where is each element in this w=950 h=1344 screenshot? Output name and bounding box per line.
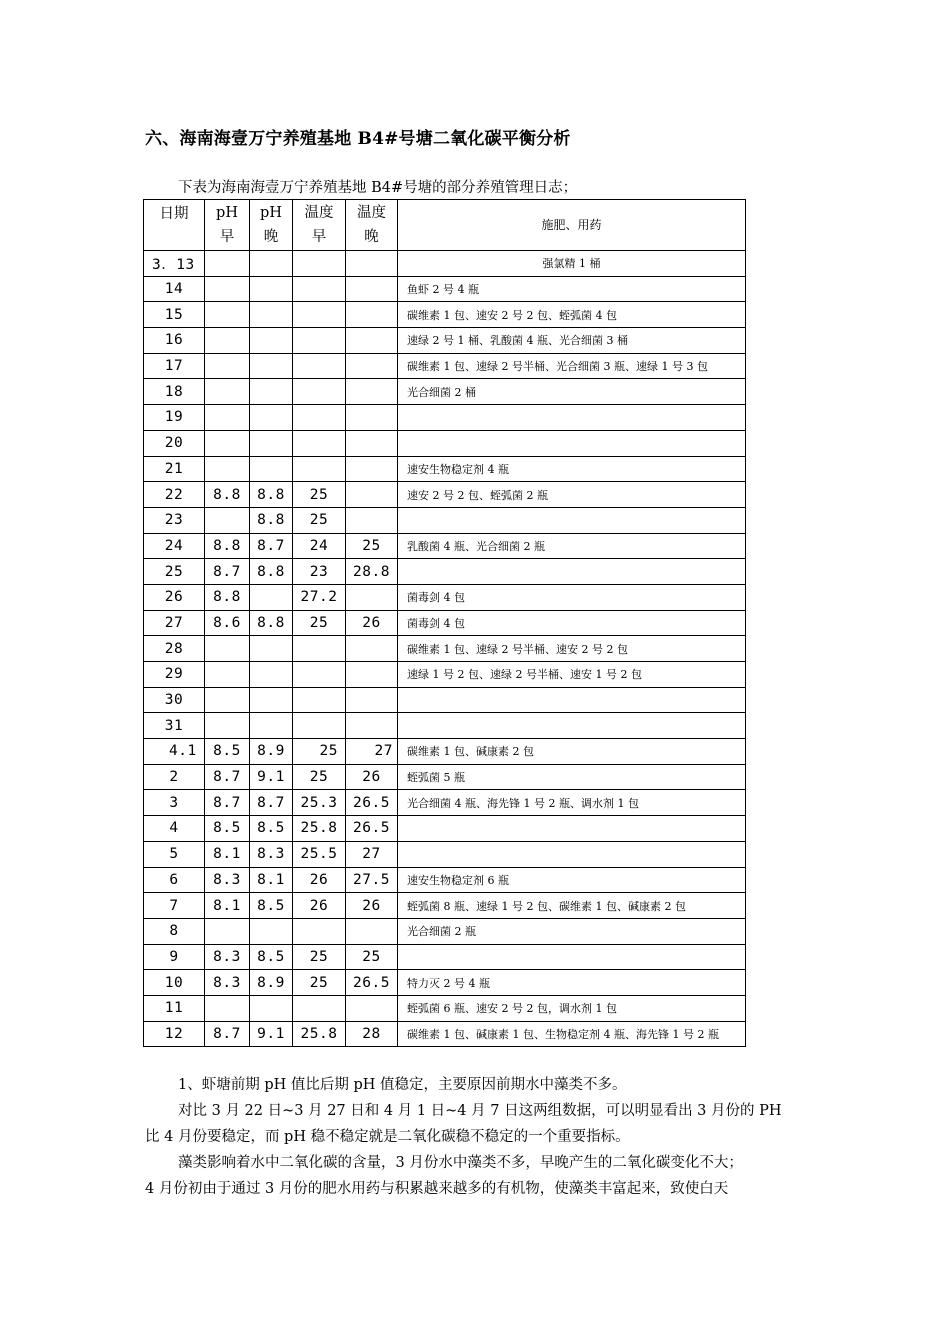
table-row	[144, 687, 746, 713]
cell-temp-evening	[346, 507, 398, 533]
cell-ph-evening	[250, 430, 293, 456]
cell-temp-morning	[293, 918, 346, 944]
table-row	[144, 405, 746, 431]
cell-ph-evening	[250, 995, 293, 1021]
cell-ph-morning	[205, 328, 250, 354]
cell-ph-evening: 8.8	[250, 507, 293, 533]
header-date: 日期	[144, 200, 205, 251]
cell-ph-evening	[250, 328, 293, 354]
cell-ph-evening: 8.3	[250, 841, 293, 867]
cell-ph-evening	[250, 636, 293, 662]
paragraph-3-line-1: 藻类影响着水中二氧化碳的含量，3 月份水中藻类不多，早晚产生的二氧化碳变化不大；	[178, 1155, 743, 1171]
cell-remark: 乳酸菌 4 瓶、光合细菌 2 瓶	[398, 533, 746, 559]
cell-ph-morning: 8.8	[205, 482, 250, 508]
paragraph-3	[145, 1150, 805, 1202]
cell-temp-evening	[346, 302, 398, 328]
table-row	[144, 1021, 746, 1047]
cell-date: 29	[144, 662, 205, 688]
cell-temp-morning: 24	[293, 533, 346, 559]
table-row	[144, 970, 746, 996]
cell-temp-evening: 26.5	[346, 790, 398, 816]
cell-temp-morning	[293, 276, 346, 302]
cell-date: 4	[144, 816, 205, 842]
paragraph-2-line-2: 比 4 月份要稳定，而 pH 稳不稳定就是二氧化碳稳不稳定的一个重要指标。	[145, 1129, 630, 1145]
cell-temp-morning	[293, 405, 346, 431]
cell-remark	[398, 507, 746, 533]
cell-date: 18	[144, 379, 205, 405]
cell-ph-morning	[205, 456, 250, 482]
cell-temp-morning: 25.5	[293, 841, 346, 867]
paragraph-3-line-2: 4 月份初由于通过 3 月份的肥水用药与积累越来越多的有机物，使藻类丰富起来，致使白天	[145, 1181, 729, 1197]
cell-ph-evening: 9.1	[250, 764, 293, 790]
cell-date: 19	[144, 405, 205, 431]
cell-ph-evening: 8.8	[250, 610, 293, 636]
table-row	[144, 739, 746, 765]
table-header-row	[144, 200, 746, 251]
table-row	[144, 328, 746, 354]
header-ph-evening: pH 晚	[250, 200, 293, 251]
cell-date: 5	[144, 841, 205, 867]
cell-ph-morning: 8.7	[205, 790, 250, 816]
cell-temp-evening	[346, 251, 398, 277]
cell-ph-morning: 8.1	[205, 893, 250, 919]
cell-date: 21	[144, 456, 205, 482]
cell-temp-morning	[293, 456, 346, 482]
cell-remark	[398, 687, 746, 713]
cell-temp-morning: 26	[293, 867, 346, 893]
cell-remark	[398, 816, 746, 842]
cell-remark	[398, 405, 746, 431]
cell-remark	[398, 713, 746, 739]
cell-date: 17	[144, 353, 205, 379]
cell-remark: 特力灭 2 号 4 瓶	[398, 970, 746, 996]
table-row	[144, 276, 746, 302]
table-row	[144, 533, 746, 559]
cell-temp-evening	[346, 713, 398, 739]
cell-ph-evening: 8.5	[250, 893, 293, 919]
cell-ph-evening	[250, 584, 293, 610]
table-row	[144, 918, 746, 944]
cell-ph-evening	[250, 918, 293, 944]
cell-remark: 碳维素 1 包、速绿 2 号半桶、速安 2 号 2 包	[398, 636, 746, 662]
cell-temp-evening	[346, 687, 398, 713]
table-row	[144, 559, 746, 585]
cell-temp-morning: 25	[293, 739, 346, 765]
cell-ph-morning	[205, 507, 250, 533]
cell-temp-evening: 25	[346, 944, 398, 970]
cell-ph-morning: 8.3	[205, 944, 250, 970]
header-ph-morning: pH 早	[205, 200, 250, 251]
paragraph-2-line-1: 对比 3 月 22 日~3 月 27 日和 4 月 1 日~4 月 7 日这两组数据，可以明显看出 3 月份的 PH	[178, 1103, 782, 1119]
table-row	[144, 584, 746, 610]
cell-remark: 蛭弧菌 6 瓶、速安 2 号 2 包，调水剂 1 包	[398, 995, 746, 1021]
cell-temp-evening: 26.5	[346, 970, 398, 996]
cell-remark	[398, 944, 746, 970]
header-temp-morning: 温度 早	[293, 200, 346, 251]
cell-temp-evening: 27	[346, 739, 398, 765]
cell-temp-morning	[293, 379, 346, 405]
cell-ph-evening: 8.5	[250, 816, 293, 842]
cell-temp-morning	[293, 636, 346, 662]
cell-remark: 蛭弧菌 8 瓶、速绿 1 号 2 包、碳维素 1 包、碱康素 2 包	[398, 893, 746, 919]
header-remark: 施肥、用药	[398, 200, 746, 251]
cell-date: 10	[144, 970, 205, 996]
cell-date: 31	[144, 713, 205, 739]
table-row	[144, 867, 746, 893]
cell-remark: 强氯精 1 桶	[398, 251, 746, 277]
cell-ph-evening: 8.5	[250, 944, 293, 970]
cell-temp-morning: 25	[293, 764, 346, 790]
cell-remark: 碳维素 1 包、碱康素 2 包	[398, 739, 746, 765]
paragraph-1	[145, 1072, 805, 1098]
cell-remark: 碳维素 1 包、速安 2 号 2 包、蛭弧菌 4 包	[398, 302, 746, 328]
table-row	[144, 456, 746, 482]
cell-ph-evening: 8.8	[250, 482, 293, 508]
cell-ph-morning	[205, 662, 250, 688]
cell-temp-morning: 25.8	[293, 1021, 346, 1047]
cell-remark: 光合细菌 2 瓶	[398, 918, 746, 944]
cell-remark	[398, 841, 746, 867]
table-row	[144, 893, 746, 919]
table-row	[144, 764, 746, 790]
cell-temp-morning	[293, 713, 346, 739]
cell-temp-evening: 26	[346, 764, 398, 790]
table-row	[144, 790, 746, 816]
cell-remark: 碳维素 1 包、碱康素 1 包、生物稳定剂 4 瓶、海先锋 1 号 2 瓶	[398, 1021, 746, 1047]
table-row	[144, 251, 746, 277]
cell-temp-evening: 26	[346, 893, 398, 919]
cell-ph-morning	[205, 276, 250, 302]
table-row	[144, 430, 746, 456]
cell-ph-morning: 8.5	[205, 816, 250, 842]
cell-ph-morning: 8.6	[205, 610, 250, 636]
cell-remark: 碳维素 1 包、速绿 2 号半桶、光合细菌 3 瓶、速绿 1 号 3 包	[398, 353, 746, 379]
cell-temp-evening	[346, 379, 398, 405]
cell-date: 12	[144, 1021, 205, 1047]
cell-ph-morning: 8.5	[205, 739, 250, 765]
cell-remark: 鱼虾 2 号 4 瓶	[398, 276, 746, 302]
table-row	[144, 713, 746, 739]
cell-date: 4.1	[144, 739, 205, 765]
cell-temp-evening	[346, 430, 398, 456]
cell-temp-morning	[293, 302, 346, 328]
cell-ph-evening	[250, 353, 293, 379]
cell-ph-morning	[205, 918, 250, 944]
cell-ph-morning: 8.7	[205, 559, 250, 585]
cell-temp-evening: 28.8	[346, 559, 398, 585]
cell-temp-evening: 27	[346, 841, 398, 867]
cell-ph-morning	[205, 302, 250, 328]
cell-temp-morning: 25	[293, 610, 346, 636]
cell-remark: 速安 2 号 2 包、蛭弧菌 2 瓶	[398, 482, 746, 508]
cell-temp-morning	[293, 251, 346, 277]
cell-ph-morning: 8.3	[205, 970, 250, 996]
cell-temp-morning: 26	[293, 893, 346, 919]
cell-ph-evening: 8.1	[250, 867, 293, 893]
cell-ph-morning: 8.7	[205, 764, 250, 790]
paragraph-2	[145, 1098, 805, 1150]
table-row	[144, 995, 746, 1021]
cell-temp-morning: 25	[293, 507, 346, 533]
cell-temp-morning	[293, 687, 346, 713]
table-row	[144, 944, 746, 970]
cell-ph-evening: 8.9	[250, 970, 293, 996]
cell-temp-evening	[346, 405, 398, 431]
cell-remark: 光合细菌 2 桶	[398, 379, 746, 405]
cell-date: 27	[144, 610, 205, 636]
cell-ph-evening	[250, 276, 293, 302]
cell-temp-evening: 28	[346, 1021, 398, 1047]
cell-ph-evening: 8.7	[250, 533, 293, 559]
cell-temp-evening	[346, 584, 398, 610]
cell-ph-evening	[250, 662, 293, 688]
cell-temp-evening	[346, 482, 398, 508]
cell-temp-morning: 25	[293, 970, 346, 996]
cell-date: 15	[144, 302, 205, 328]
table-row	[144, 816, 746, 842]
section-heading: 六、海南海壹万宁养殖基地 B4#号塘二氧化碳平衡分析	[145, 129, 571, 149]
header-temp-evening: 温度 晚	[346, 200, 398, 251]
table-row	[144, 662, 746, 688]
cell-date: 11	[144, 995, 205, 1021]
cell-date: 9	[144, 944, 205, 970]
cell-remark: 速绿 2 号 1 桶、乳酸菌 4 瓶、光合细菌 3 桶	[398, 328, 746, 354]
paragraph-1-text: 1、虾塘前期 pH 值比后期 pH 值稳定，主要原因前期水中藻类不多。	[178, 1077, 627, 1093]
cell-ph-morning: 8.1	[205, 841, 250, 867]
cell-ph-morning: 8.3	[205, 867, 250, 893]
cell-temp-evening: 27.5	[346, 867, 398, 893]
cell-ph-evening	[250, 251, 293, 277]
cell-ph-morning: 8.8	[205, 584, 250, 610]
cell-temp-evening: 26.5	[346, 816, 398, 842]
cell-date: 6	[144, 867, 205, 893]
cell-ph-morning	[205, 995, 250, 1021]
cell-ph-evening: 8.8	[250, 559, 293, 585]
cell-temp-morning: 25	[293, 482, 346, 508]
cell-temp-morning	[293, 430, 346, 456]
cell-date: 3	[144, 790, 205, 816]
cell-ph-morning: 8.7	[205, 1021, 250, 1047]
cell-remark	[398, 559, 746, 585]
cell-remark: 菌毒剑 4 包	[398, 610, 746, 636]
table-row	[144, 507, 746, 533]
table-row	[144, 379, 746, 405]
cell-temp-evening	[346, 328, 398, 354]
cell-ph-morning	[205, 687, 250, 713]
cell-temp-morning	[293, 328, 346, 354]
cell-ph-evening	[250, 405, 293, 431]
cell-date: 8	[144, 918, 205, 944]
cell-ph-morning	[205, 405, 250, 431]
cell-temp-evening	[346, 353, 398, 379]
cell-date: 14	[144, 276, 205, 302]
cell-temp-evening	[346, 662, 398, 688]
cell-date: 2	[144, 764, 205, 790]
table-body	[144, 251, 746, 1047]
cell-ph-evening: 8.9	[250, 739, 293, 765]
cell-ph-morning	[205, 379, 250, 405]
cell-ph-morning	[205, 636, 250, 662]
cell-remark	[398, 430, 746, 456]
cell-date: 26	[144, 584, 205, 610]
cell-temp-morning	[293, 353, 346, 379]
cell-date: 25	[144, 559, 205, 585]
cell-temp-evening: 26	[346, 610, 398, 636]
cell-ph-morning	[205, 713, 250, 739]
cell-temp-evening: 25	[346, 533, 398, 559]
cell-ph-evening: 9.1	[250, 1021, 293, 1047]
cell-temp-morning: 23	[293, 559, 346, 585]
cell-date: 7	[144, 893, 205, 919]
table-row	[144, 482, 746, 508]
cell-ph-morning	[205, 353, 250, 379]
cell-temp-morning: 25.8	[293, 816, 346, 842]
cell-remark: 菌毒剑 4 包	[398, 584, 746, 610]
cell-ph-evening	[250, 379, 293, 405]
cell-date: 22	[144, 482, 205, 508]
cell-ph-morning: 8.8	[205, 533, 250, 559]
cell-temp-evening	[346, 636, 398, 662]
cell-remark: 速安生物稳定剂 6 瓶	[398, 867, 746, 893]
cell-temp-morning: 27.2	[293, 584, 346, 610]
cell-remark: 速绿 1 号 2 包、速绿 2 号半桶、速安 1 号 2 包	[398, 662, 746, 688]
cell-date: 23	[144, 507, 205, 533]
table-row	[144, 610, 746, 636]
cell-ph-evening: 8.7	[250, 790, 293, 816]
cell-date: 24	[144, 533, 205, 559]
cell-temp-morning: 25.3	[293, 790, 346, 816]
cell-ph-evening	[250, 713, 293, 739]
cell-temp-morning: 25	[293, 944, 346, 970]
table-row	[144, 841, 746, 867]
cell-remark: 速安生物稳定剂 4 瓶	[398, 456, 746, 482]
cell-temp-evening	[346, 995, 398, 1021]
cell-ph-morning	[205, 251, 250, 277]
cell-date: 30	[144, 687, 205, 713]
cell-temp-evening	[346, 276, 398, 302]
intro-text: 下表为海南海壹万宁养殖基地 B4#号塘的部分养殖管理日志；	[178, 180, 578, 196]
cell-date: 28	[144, 636, 205, 662]
cell-ph-evening	[250, 302, 293, 328]
table-row	[144, 302, 746, 328]
cell-temp-evening	[346, 456, 398, 482]
cell-remark: 蛭弧菌 5 瓶	[398, 764, 746, 790]
cell-date: 20	[144, 430, 205, 456]
management-log-table	[143, 199, 746, 1047]
cell-date: 3．13	[144, 251, 205, 277]
cell-remark: 光合细菌 4 瓶、海先锋 1 号 2 瓶、调水剂 1 包	[398, 790, 746, 816]
cell-ph-evening	[250, 687, 293, 713]
table-row	[144, 636, 746, 662]
cell-ph-morning	[205, 430, 250, 456]
cell-temp-morning	[293, 662, 346, 688]
table-row	[144, 353, 746, 379]
cell-temp-evening	[346, 918, 398, 944]
cell-ph-evening	[250, 456, 293, 482]
cell-date: 16	[144, 328, 205, 354]
cell-temp-morning	[293, 995, 346, 1021]
